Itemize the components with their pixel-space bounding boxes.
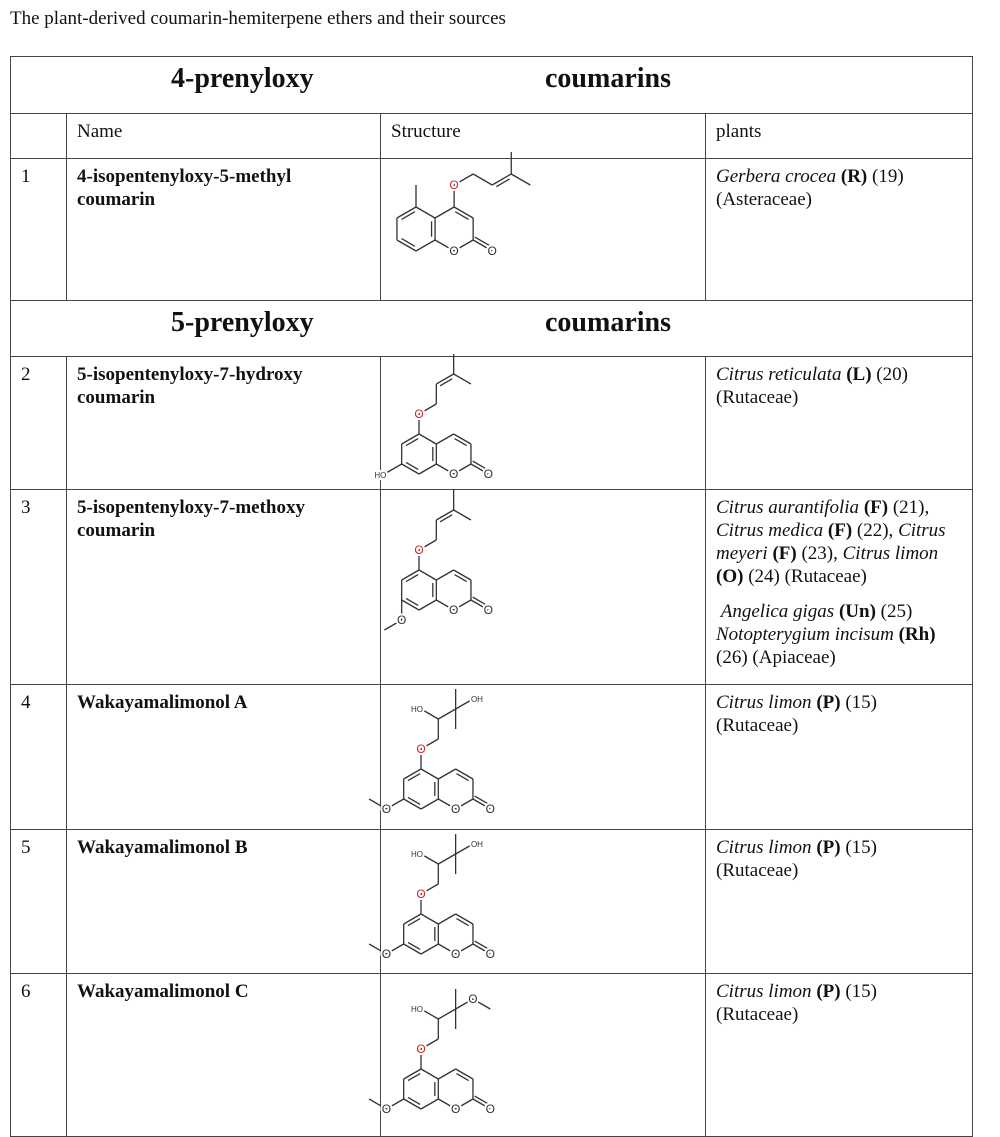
species: Notopterygium incisum xyxy=(716,624,894,645)
table-row xyxy=(11,974,973,1137)
bond xyxy=(438,709,455,719)
plant-part: (F) xyxy=(827,520,853,541)
bond xyxy=(421,709,438,719)
structure-wakayamalimonol-c xyxy=(381,974,681,1129)
bond xyxy=(402,212,415,220)
family: (Rutaceae) xyxy=(716,715,799,736)
family: (Rutaceae) xyxy=(716,387,799,408)
table-row xyxy=(11,830,973,974)
species: Angelica gigas xyxy=(720,601,835,622)
bond xyxy=(416,240,435,251)
table-row xyxy=(11,159,973,301)
atom-label: O xyxy=(449,178,459,192)
bond xyxy=(408,919,420,926)
bond xyxy=(511,174,530,185)
reference: (15) xyxy=(845,692,877,713)
reference: (23), xyxy=(801,543,838,564)
bond xyxy=(454,439,466,446)
bond xyxy=(408,797,420,804)
bond xyxy=(416,207,435,218)
bond xyxy=(456,1074,468,1081)
plant-part: (P) xyxy=(816,837,841,858)
table-row xyxy=(11,685,973,830)
bond xyxy=(421,854,438,864)
atom-label: O xyxy=(450,1102,461,1116)
section-title-word: 5-prenyloxy xyxy=(171,306,314,338)
bond xyxy=(438,1069,455,1079)
section-title-word: coumarins xyxy=(545,63,671,94)
species: Citrus aurantifolia xyxy=(716,497,860,518)
compound-name: 5-isopentenyloxy-7-hydroxy coumarin xyxy=(67,357,381,490)
bond xyxy=(421,799,438,809)
atom-label: O xyxy=(381,947,392,961)
bond xyxy=(436,570,453,580)
bond xyxy=(419,464,436,474)
bond xyxy=(384,464,401,474)
atom-label: O xyxy=(449,244,459,258)
atom-label: O xyxy=(468,992,478,1006)
row-number: 1 xyxy=(11,159,67,301)
bond xyxy=(406,462,418,469)
bond xyxy=(421,1009,438,1019)
reference: (21), xyxy=(892,497,930,518)
bond xyxy=(421,944,438,954)
compound-name: Wakayamalimonol B xyxy=(67,830,381,974)
family: (Asteraceae) xyxy=(716,189,812,210)
header-plants: plants xyxy=(706,114,973,159)
plant-part: (F) xyxy=(772,543,797,564)
bond xyxy=(421,1099,438,1109)
bond xyxy=(436,434,453,444)
reference: (19) xyxy=(872,166,904,187)
bond xyxy=(402,239,415,247)
row-number: 6 xyxy=(11,974,67,1137)
plant-part: (Un) xyxy=(838,601,876,622)
species: Citrus meyeri xyxy=(716,520,946,564)
bond xyxy=(438,769,455,779)
atom-label: HO xyxy=(411,705,423,714)
species: Citrus limon xyxy=(842,543,939,564)
bond xyxy=(406,598,418,605)
plant-sources xyxy=(706,357,973,490)
bond xyxy=(421,769,438,779)
atom-label: HO xyxy=(374,471,387,480)
atom-label: O xyxy=(416,742,426,756)
bond xyxy=(406,439,418,446)
table-caption: The plant-derived coumarin-hemiterpene ethers and their sources xyxy=(10,8,506,29)
reference: (20) xyxy=(876,364,908,385)
plant-part: (P) xyxy=(816,981,841,1002)
atom-label: HO xyxy=(411,1005,423,1014)
atom-label: O xyxy=(450,802,461,816)
atom-label: OH xyxy=(470,695,483,704)
atom-label: O xyxy=(414,407,424,421)
species: Gerbera crocea xyxy=(716,166,837,187)
atom-label: O xyxy=(448,603,459,617)
atom-label: O xyxy=(416,1042,426,1056)
plant-sources xyxy=(706,159,973,301)
bond xyxy=(408,1097,420,1104)
plant-sources xyxy=(706,685,973,830)
compound-name: 5-isopentenyloxy-7-methoxy coumarin xyxy=(67,490,381,685)
family: (Rutaceae) xyxy=(716,1004,799,1025)
atom-label: OH xyxy=(470,840,483,849)
bond xyxy=(438,854,455,864)
atom-label: O xyxy=(485,1102,495,1116)
atom-label: O xyxy=(485,802,495,816)
structure-wakayamalimonol-b xyxy=(381,830,681,970)
plant-part: (O) xyxy=(716,566,744,587)
plant-part: (R) xyxy=(840,166,868,187)
atom-label: O xyxy=(487,244,497,258)
reference: (15) xyxy=(845,981,877,1002)
bond xyxy=(419,434,436,444)
row-number: 5 xyxy=(11,830,67,974)
reference: (15) xyxy=(845,837,877,858)
structure-4-prenyloxy xyxy=(381,159,681,299)
atom-label: O xyxy=(381,1102,392,1116)
section-title-word: 4-prenyloxy xyxy=(171,63,314,94)
bond xyxy=(496,179,509,187)
header-name: Name xyxy=(67,114,381,159)
section-title-word: coumarins xyxy=(545,306,671,338)
coumarin-table xyxy=(10,56,973,1137)
header-structure: Structure xyxy=(381,114,706,159)
species: Citrus limon xyxy=(716,692,812,713)
plant-part: (P) xyxy=(816,692,841,713)
reference: (24) (Rutaceae) xyxy=(748,566,867,587)
compound-name: Wakayamalimonol A xyxy=(67,685,381,830)
bond xyxy=(438,1009,455,1019)
family: (Rutaceae) xyxy=(716,860,799,881)
bond xyxy=(408,1074,420,1081)
atom-label: O xyxy=(381,802,392,816)
atom-label: O xyxy=(450,947,461,961)
species: Citrus limon xyxy=(716,981,812,1002)
plant-sources xyxy=(706,830,973,974)
bond xyxy=(454,374,471,384)
reference: (22), xyxy=(856,520,894,541)
row-number: 3 xyxy=(11,490,67,685)
plant-part: (L) xyxy=(846,364,872,385)
reference: (26) (Apiaceae) xyxy=(716,647,836,668)
column-headers xyxy=(11,114,973,159)
table-row xyxy=(11,357,973,490)
bond xyxy=(419,570,436,580)
bond xyxy=(408,942,420,949)
species: Citrus reticulata xyxy=(716,364,842,385)
atom-label: O xyxy=(485,947,495,961)
table-row xyxy=(11,490,973,685)
plant-part: (F) xyxy=(863,497,889,518)
bond xyxy=(455,212,468,220)
row-number: 4 xyxy=(11,685,67,830)
bond xyxy=(421,1069,438,1079)
structure-5-prenyloxy-7-methoxy xyxy=(381,490,681,640)
species: Citrus limon xyxy=(716,837,812,858)
bond xyxy=(406,575,418,582)
atom-label: O xyxy=(483,467,493,481)
bond xyxy=(456,774,468,781)
compound-name: Wakayamalimonol C xyxy=(67,974,381,1137)
compound-name: 4-isopentenyloxy-5-methyl coumarin xyxy=(67,159,381,301)
atom-label: O xyxy=(416,887,426,901)
atom-label: O xyxy=(414,543,424,557)
atom-label: O xyxy=(448,467,459,481)
bond xyxy=(419,600,436,610)
bond xyxy=(421,914,438,924)
atom-label: O xyxy=(397,613,407,627)
atom-label: HO xyxy=(411,850,423,859)
section-header xyxy=(11,301,973,357)
bond xyxy=(454,575,466,582)
plant-sources xyxy=(706,974,973,1137)
row-number: 2 xyxy=(11,357,67,490)
bond xyxy=(440,379,452,386)
reference: (25) xyxy=(880,601,913,622)
plant-sources xyxy=(706,490,973,685)
bond xyxy=(454,510,471,520)
structure-5-prenyloxy-7-hydroxy xyxy=(374,357,681,487)
section-header xyxy=(11,57,973,114)
bond xyxy=(456,919,468,926)
bond xyxy=(408,774,420,781)
bond xyxy=(438,914,455,924)
plant-part: (Rh) xyxy=(898,624,936,645)
bond xyxy=(435,207,454,218)
bond xyxy=(440,515,452,522)
species: Citrus medica xyxy=(716,520,824,541)
structure-wakayamalimonol-a xyxy=(381,685,681,825)
atom-label: O xyxy=(483,603,493,617)
bond xyxy=(473,174,492,185)
